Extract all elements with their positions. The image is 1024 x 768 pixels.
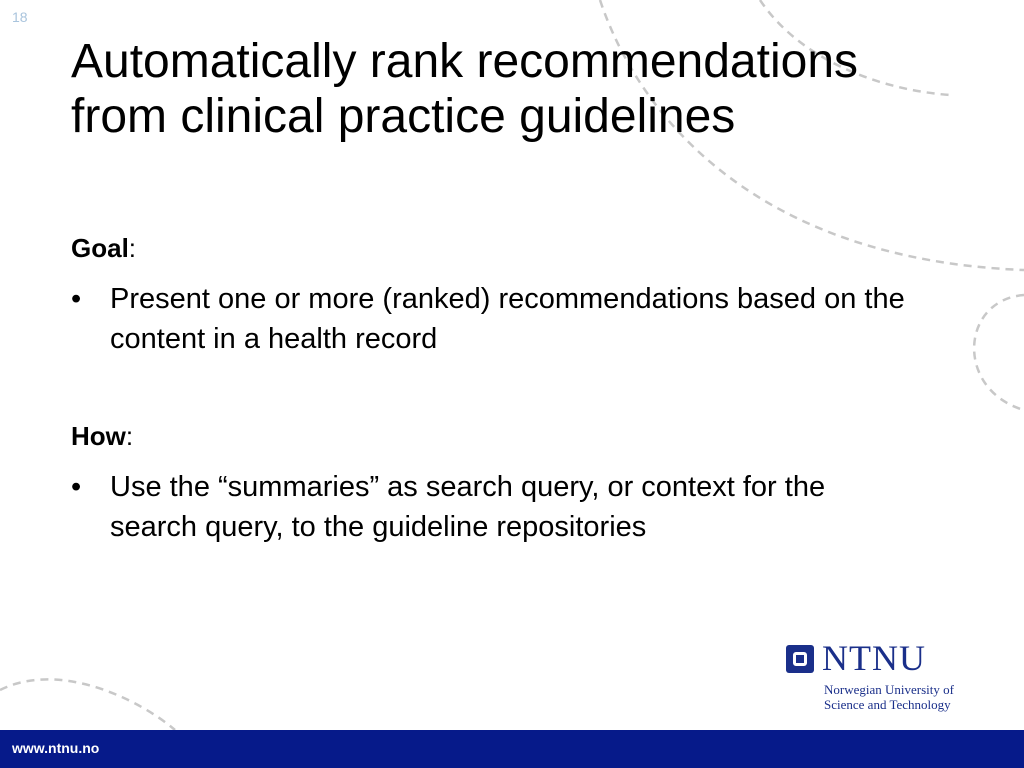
bullet-dot: • [71,283,82,315]
ntnu-logo-subtitle [824,682,1014,712]
how-heading [71,421,133,451]
how-heading-colon: : [125,421,134,451]
ntnu-logo-icon [786,645,814,673]
ntnu-logo-wordmark: NTNU [822,638,926,678]
footer-bar [0,730,1024,768]
goal-heading [71,233,136,263]
how-bullet-text: Use the “summaries” as search query, or context for the search query, to the guideline repositories [110,471,826,543]
goal-heading-colon: : [128,233,137,263]
slide-number: 18 [12,9,28,25]
ntnu-logo [786,640,1006,716]
goal-heading-label: Goal [71,233,129,263]
right-circle-arc [974,295,1024,410]
slide-title: Automatically rank recommendations from clinical practice guidelines [71,35,859,143]
goal-bullet-text: Present one or more (ranked) recommendations based on the content in a health record [110,283,905,355]
bullet-dot: • [71,471,82,503]
footer-url: www.ntnu.no [12,740,100,756]
how-heading-label: How [71,421,126,451]
ntnu-logo-subtitle-line2: Science and Technology [824,697,951,712]
how-bullet-item [71,467,911,547]
goal-bullet-item [71,279,911,359]
bottom-left-arc [0,679,175,730]
ntnu-logo-subtitle-line1: Norwegian University of [824,682,954,697]
